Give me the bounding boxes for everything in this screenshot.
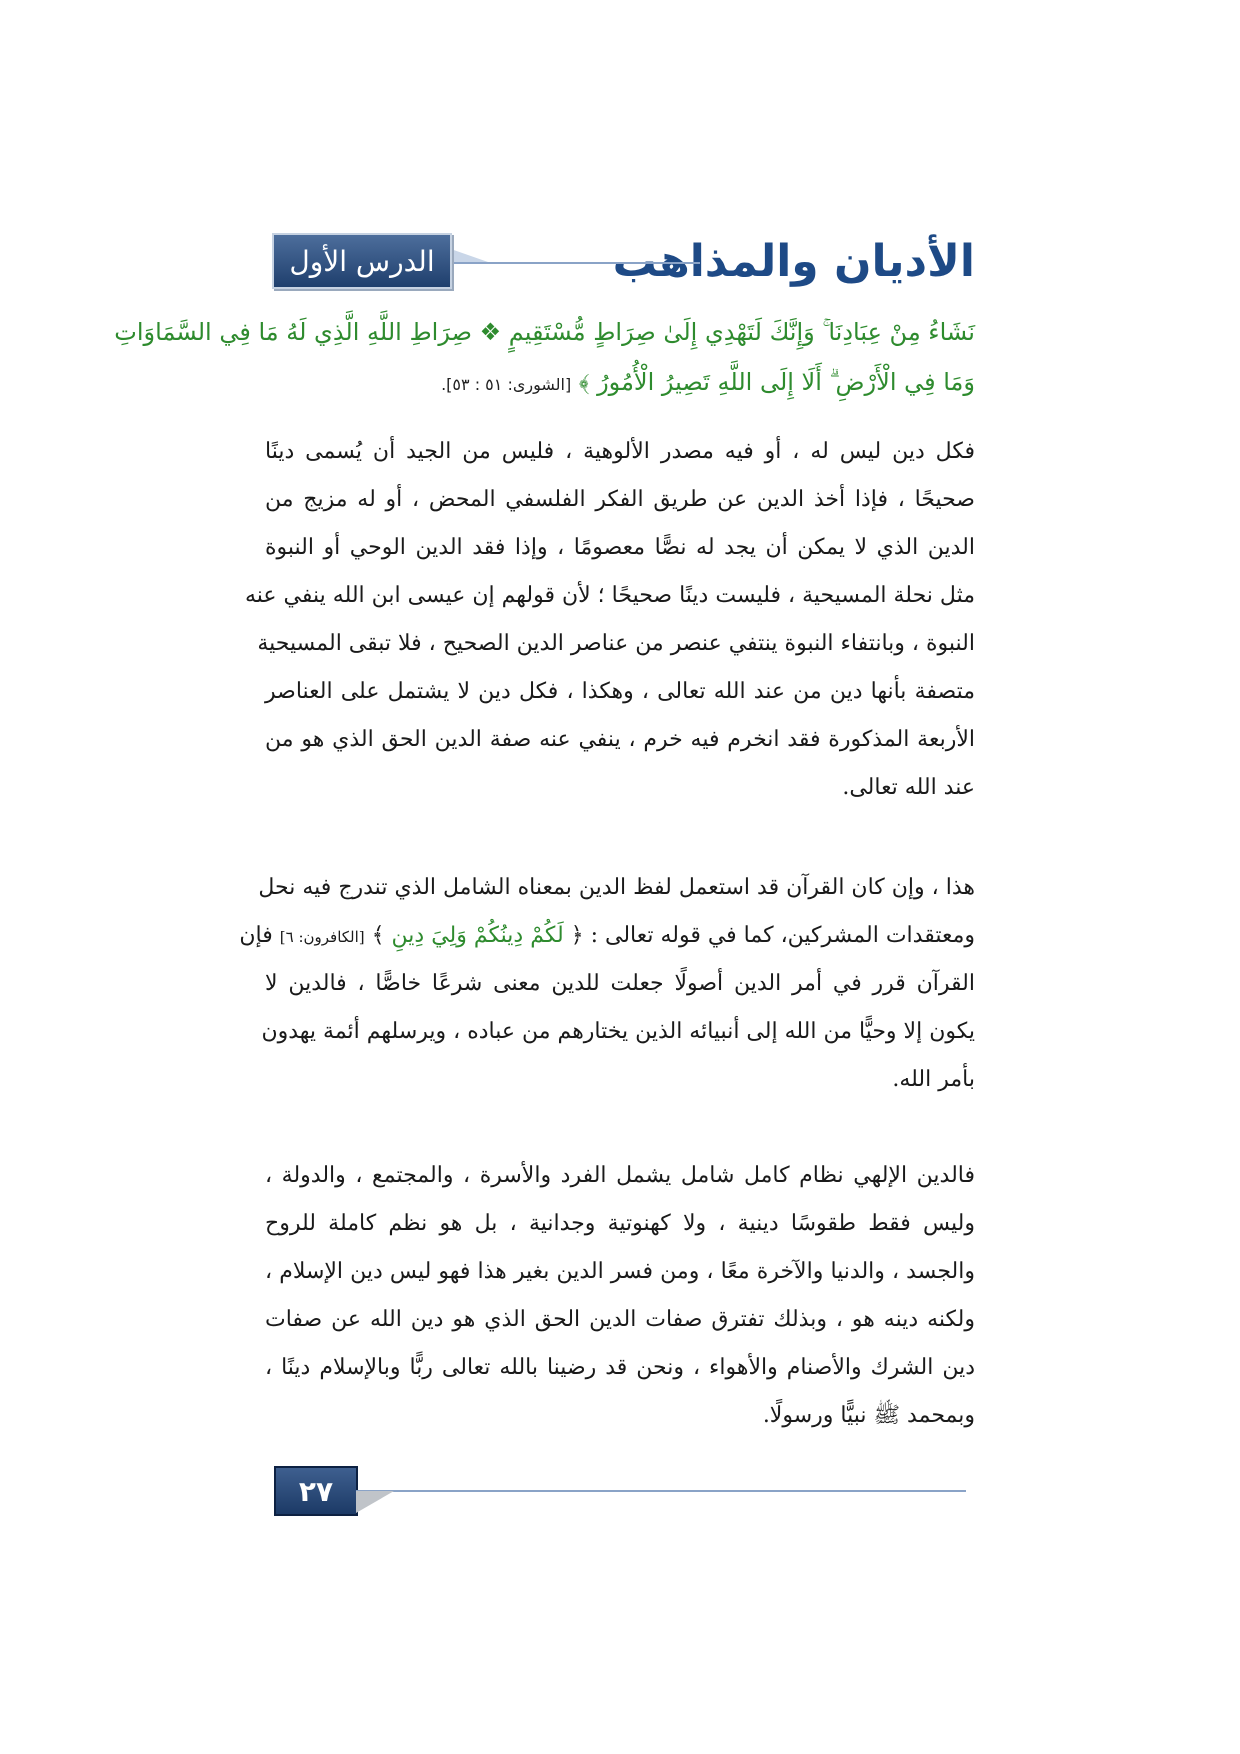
- paragraph-1-line-5: النبوة ، وبانتفاء النبوة ينتفي عنصر من عناصر الدين الصحيح ، فلا تبقى المسيحية: [257, 631, 975, 656]
- header-rule-tail: [448, 248, 488, 262]
- verse-line-2-text: وَمَا فِي الْأَرْضِ ۗ أَلَا إِلَى اللَّهِ تَصِيرُ الْأُمُورُ ﴾: [578, 368, 975, 396]
- page-number: ٢٧: [298, 1474, 334, 1508]
- paragraph-1-line-2: صحيحًا ، فإذا أخذ الدين عن طريق الفكر الفلسفي المحض ، أو له مزيج من: [265, 487, 975, 512]
- paragraph-2-line-2: [239, 916, 975, 957]
- paragraph-3-line-6: وبمحمد ﷺ نبيًّا ورسولًا.: [762, 1403, 975, 1428]
- verse-line-2: [265, 358, 975, 409]
- paragraph-2-line-2-pre: ومعتقدات المشركين، كما في قوله تعالى : ﴿: [570, 923, 975, 948]
- paragraph-1-line-3: الدين الذي لا يمكن أن يجد له نصًّا معصومًا ، وإذا فقد الدين الوحي أو النبوة: [265, 535, 975, 560]
- lesson-label: الدرس الأول: [289, 244, 435, 278]
- quran-quote: لَكُمْ دِينُكُمْ وَلِيَ دِينِ: [391, 923, 564, 948]
- verse-line-1: نَشَاءُ مِنْ عِبَادِنَا ۚ وَإِنَّكَ لَتَهْدِي إِلَىٰ صِرَاطٍ مُّسْتَقِيمٍ ❖ صِرَاطِ اللَّهِ الَّذِي لَهُ مَا فِي السَّمَاوَاتِ: [114, 318, 975, 346]
- paragraph-3-line-4: ولكنه دينه هو ، وبذلك تفترق صفات الدين الحق الذي هو دين الله عن صفات: [265, 1307, 975, 1332]
- footer-rule-tail: [356, 1491, 394, 1513]
- header-rule: [450, 262, 700, 264]
- paragraph-3-line-3: والجسد ، والدنيا والآخرة معًا ، ومن فسر الدين بغير هذا فهو ليس دين الإسلام ،: [265, 1259, 975, 1284]
- paragraph-1-line-6: متصفة بأنها دين من عند الله تعالى ، وهكذا ، فكل دين لا يشتمل على العناصر: [265, 679, 975, 704]
- quran-quote-reference: [الكافرون: ٦]: [279, 928, 365, 946]
- paragraph-1-line-7: الأربعة المذكورة فقد انخرم فيه خرم ، ينفي عنه صفة الدين الحق الذي هو من: [265, 727, 975, 752]
- verse-reference: [الشورى: ٥١ : ٥٣].: [441, 375, 572, 394]
- paragraph-2-line-3: القرآن قرر في أمر الدين أصولًا جعلت للدين معنى شرعًا خاصًّا ، فالدين لا: [265, 971, 975, 996]
- paragraph-1-line-8: عند الله تعالى.: [842, 775, 975, 800]
- paragraph-3-line-1: فالدين الإلهي نظام كامل شامل يشمل الفرد والأسرة ، والمجتمع ، والدولة ،: [265, 1163, 975, 1188]
- quran-quote-close: ﴾: [371, 923, 385, 948]
- footer-rule: [356, 1490, 966, 1492]
- page-number-badge: [274, 1466, 358, 1516]
- paragraph-2-line-4: يكون إلا وحيًّا من الله إلى أنبيائه الذين يختارهم من عباده ، ويرسلهم أئمة يهدون: [261, 1019, 975, 1044]
- paragraph-3-line-5: دين الشرك والأصنام والأهواء ، ونحن قد رضينا بالله تعالى ربًّا وبالإسلام دينًا ،: [265, 1355, 975, 1380]
- lesson-badge: [272, 233, 452, 289]
- paragraph-1-line-1: فكل دين ليس له ، أو فيه مصدر الألوهية ، فليس من الجيد أن يُسمى دينًا: [265, 439, 975, 464]
- paragraph-2-line-5: بأمر الله.: [892, 1067, 975, 1092]
- paragraph-2-line-2-post: فإن: [239, 923, 273, 948]
- paragraph-2-line-1: هذا ، وإن كان القرآن قد استعمل لفظ الدين بمعناه الشامل الذي تندرج فيه نحل: [258, 875, 975, 900]
- book-title: الأديان والمذاهب: [612, 236, 975, 287]
- paragraph-3-line-2: وليس فقط طقوسًا دينية ، ولا كهنوتية وجدانية ، بل هو نظم كاملة للروح: [265, 1211, 975, 1236]
- paragraph-1-line-4: مثل نحلة المسيحية ، فليست دينًا صحيحًا ؛ لأن قولهم إن عيسى ابن الله ينفي عنه: [245, 583, 975, 608]
